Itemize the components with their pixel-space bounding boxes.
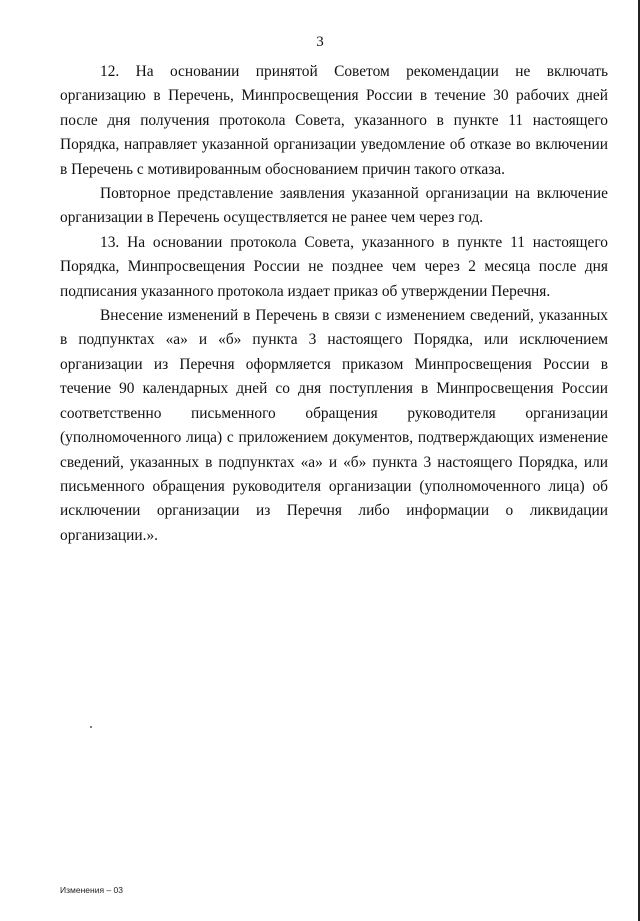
document-body [60,60,608,548]
footer-note: Изменения – 03 [60,885,123,895]
paragraph-repeat-application: Повторное представление заявления указанной организации на включение организации в Перечень осуществляется не ранее чем через год. [60,185,608,227]
scan-speck [90,726,92,728]
paragraph-13: 13. На основании протокола Совета, указанного в пункте 11 настоящего Порядка, Минпросвещения России не позднее чем через 2 месяца после дня подписания указанного протокола издает приказ об утверждении Перечня. [60,233,608,300]
paragraph-12: 12. На основании принятой Советом рекомендации не включать организацию в Перечень, Минпросвещения России в течение 30 рабочих дней после дня получения протокола Совета, указанного в пункте 11 настоящего Порядка, направляет указанной организации уведомление об отказе во включении в Перечень с мотивированным обоснованием причин такого отказа. [60,63,608,178]
paragraph-amendments: Внесение изменений в Перечень в связи с изменением сведений, указанных в подпунктах «а» и «б» пункта 3 настоящего Порядка, или исключением организации из Перечня оформляется приказом Минпросвещения России в течение 90 календарных дней со дня поступления в Минпросвещения России соответственно письменного обращения руководителя организации (уполномоченного лица) с приложением документов, подтверждающих изменение сведений, указанных в подпунктах «а» и «б» пункта 3 настоящего Порядка, или письменного обращения руководителя организации (уполномоченного лица) об исключении организации из Перечня либо информации о ликвидации организации.». [60,307,608,544]
page-number: 3 [316,34,324,50]
